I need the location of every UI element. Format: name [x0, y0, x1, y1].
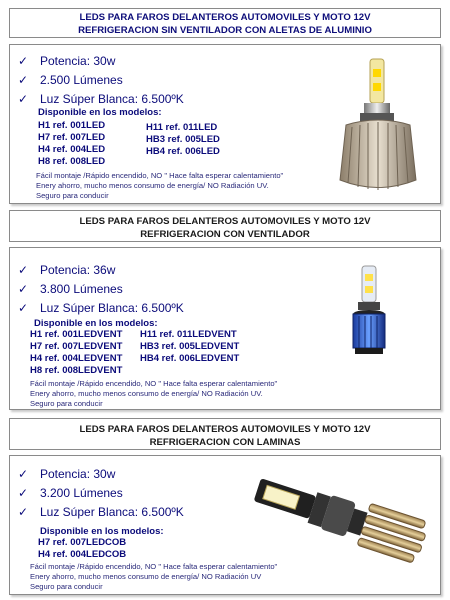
models-title: Disponible en los modelos: [40, 526, 164, 537]
model-item: H8 ref. 008LED [38, 156, 106, 167]
note-line: Fácil montaje /Rápido encendido, NO " Hace falta esperar calentamiento" [30, 562, 278, 571]
bullet-item [18, 70, 184, 89]
note-line: Enery ahorro, mucho menos consumo de energía/ NO Radiación UV. [36, 181, 269, 190]
bullet-item [18, 260, 184, 279]
model-item: H4 ref. 004LEDCOB [38, 549, 127, 560]
checkmark-icon: ✓ [18, 485, 29, 500]
model-item: H4 ref. 004LEDVENT [30, 353, 123, 364]
section-1-header-line1: LEDS PARA FAROS DELANTEROS AUTOMOVILES Y MOTO 12V [79, 12, 371, 23]
section-3-bullets [18, 464, 184, 521]
bullet-text: Luz Súper Blanca: 6.500ºK [40, 91, 184, 106]
section-1-bullets [18, 51, 184, 108]
note-line: Seguro para conducir [30, 399, 103, 408]
note-line: Fácil montaje /Rápido encendido, NO " Hace falta esperar calentamiento" [30, 379, 278, 388]
model-item: HB3 ref. 005LED [146, 134, 220, 145]
note-line: Seguro para conducir [36, 191, 109, 200]
section-2-panel [9, 247, 441, 410]
bullet-item [18, 298, 184, 317]
checkmark-icon: ✓ [18, 53, 29, 68]
bullet-text: Potencia: 36w [40, 262, 116, 277]
checkmark-icon: ✓ [18, 504, 29, 519]
checkmark-icon: ✓ [18, 262, 29, 277]
model-item: HB4 ref. 006LED [146, 146, 220, 157]
bullet-text: 3.800 Lúmenes [40, 281, 123, 296]
model-item: HB3 ref. 005LEDVENT [140, 341, 240, 352]
section-2-header-line1: LEDS PARA FAROS DELANTEROS AUTOMOVILES Y MOTO 12V [79, 216, 371, 227]
section-3-panel [9, 455, 441, 595]
model-item: H1 ref. 001LED [38, 120, 106, 131]
section-1-header [9, 8, 441, 38]
models-title: Disponible en los modelos: [38, 107, 162, 118]
bullet-text: Luz Súper Blanca: 6.500ºK [40, 300, 184, 315]
note-line: Fácil montaje /Rápido encendido, NO " Hace falta esperar calentamiento" [36, 171, 284, 180]
notes [36, 171, 336, 201]
note-line: Seguro para conducir [30, 582, 103, 591]
bullet-item [18, 279, 184, 298]
checkmark-icon: ✓ [18, 300, 29, 315]
section-3-header-line1: LEDS PARA FAROS DELANTEROS AUTOMOVILES Y MOTO 12V [79, 424, 371, 435]
model-item: H11 ref. 011LEDVENT [140, 329, 237, 340]
model-item: H7 ref. 007LEDCOB [38, 537, 127, 548]
bullet-item [18, 51, 184, 70]
checkmark-icon: ✓ [18, 466, 29, 481]
bullet-text: 2.500 Lúmenes [40, 72, 123, 87]
bullet-item [18, 89, 184, 108]
section-1-header-line2: REFRIGERACION SIN VENTILADOR CON ALETAS DE ALUMINIO [78, 25, 372, 36]
section-2-header [9, 210, 441, 242]
checkmark-icon: ✓ [18, 72, 29, 87]
section-1-panel [9, 44, 441, 204]
checkmark-icon: ✓ [18, 281, 29, 296]
checkmark-icon: ✓ [18, 91, 29, 106]
led-bulb-cob-image [242, 470, 432, 582]
section-3-header [9, 418, 441, 450]
models-title: Disponible en los modelos: [34, 318, 158, 329]
led-bulb-finned-image [328, 55, 428, 200]
bullet-item [18, 464, 184, 483]
bullet-text: Potencia: 30w [40, 466, 116, 481]
model-item: H1 ref. 001LEDVENT [30, 329, 123, 340]
led-bulb-fan-image [340, 262, 400, 362]
bullet-text: Luz Súper Blanca: 6.500ºK [40, 504, 184, 519]
bullet-item [18, 483, 184, 502]
model-item: H8 ref. 008LEDVENT [30, 365, 123, 376]
model-item: H4 ref. 004LED [38, 144, 106, 155]
bullet-text: 3.200 Lúmenes [40, 485, 123, 500]
model-item: HB4 ref. 006LEDVENT [140, 353, 240, 364]
note-line: Enery ahorro, mucho menos consumo de energía/ NO Radiación UV. [30, 389, 263, 398]
section-2-bullets [18, 260, 184, 317]
note-line: Enery ahorro, mucho menos consumo de energía/ NO Radiación UV [30, 572, 262, 581]
model-item: H11 ref. 011LED [146, 122, 218, 133]
notes [30, 379, 330, 409]
section-2-header-line2: REFRIGERACION CON VENTILADOR [140, 229, 310, 240]
bullet-text: Potencia: 30w [40, 53, 116, 68]
model-item: H7 ref. 007LED [38, 132, 106, 143]
model-item: H7 ref. 007LEDVENT [30, 341, 123, 352]
section-3-header-line2: REFRIGERACION CON LAMINAS [149, 437, 301, 448]
bullet-item [18, 502, 184, 521]
